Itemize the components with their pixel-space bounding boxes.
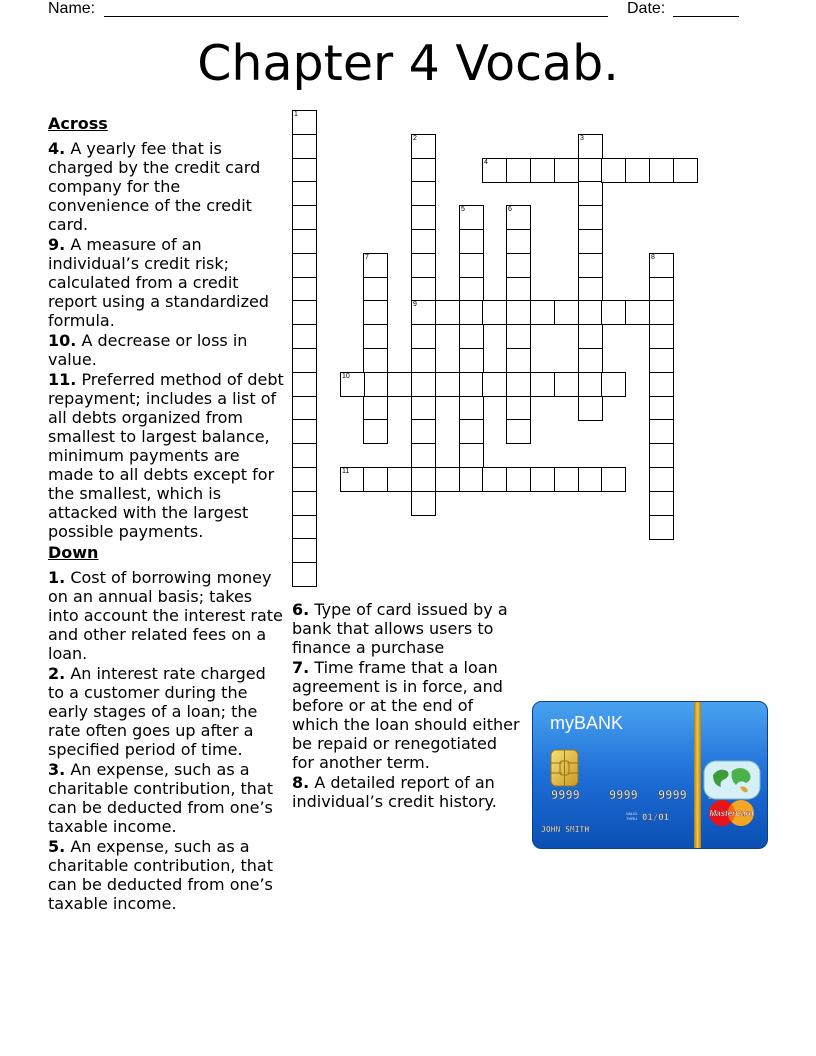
crossword-cell[interactable] [363, 348, 388, 373]
crossword-cell[interactable] [411, 277, 436, 302]
crossword-cell[interactable] [292, 324, 317, 349]
crossword-cell[interactable] [411, 134, 436, 159]
clue-text: An expense, such as a charitable contribution, that can be deducted from one’s taxable income. [48, 837, 274, 913]
crossword-cell[interactable] [363, 324, 388, 349]
page-title: Chapter 4 Vocab. [197, 35, 619, 92]
crossword-cell[interactable] [578, 253, 603, 278]
crossword-cell[interactable] [649, 324, 674, 349]
hologram-globe-icon [704, 761, 760, 799]
crossword-cell[interactable] [649, 443, 674, 468]
crossword-cell[interactable] [530, 372, 555, 397]
crossword-cell[interactable] [649, 253, 674, 278]
card-number-group-1: 9999 [551, 788, 580, 802]
crossword-cell[interactable] [435, 467, 460, 492]
crossword-cell[interactable] [649, 348, 674, 373]
crossword-cell[interactable] [601, 300, 626, 325]
crossword-cell[interactable] [292, 158, 317, 183]
crossword-cell[interactable] [578, 348, 603, 373]
clue-text: Time frame that a loan agreement is in force, and before or at the end of which the loan should either be repaid or renegotiated for another term. [292, 658, 520, 772]
cardholder-name: JOHN SMITH [541, 825, 590, 834]
crossword-cell[interactable] [506, 229, 531, 254]
crossword-cell[interactable] [482, 372, 507, 397]
crossword-cell[interactable] [554, 158, 579, 183]
crossword-cell[interactable] [411, 396, 436, 421]
name-label: Name: [48, 0, 96, 17]
crossword-cell[interactable] [601, 372, 626, 397]
crossword-cell[interactable] [292, 205, 317, 230]
crossword-cell[interactable] [340, 372, 365, 397]
crossword-cell[interactable] [578, 467, 603, 492]
crossword-cell[interactable] [363, 419, 388, 444]
crossword-cell[interactable] [506, 158, 531, 183]
credit-card-illustration [532, 701, 768, 849]
crossword-cell[interactable] [578, 372, 603, 397]
clue-number-label: 10 [342, 373, 350, 380]
chip-icon [551, 750, 578, 786]
crossword-cell[interactable] [363, 277, 388, 302]
crossword-cell[interactable] [363, 253, 388, 278]
crossword-cell[interactable] [292, 396, 317, 421]
crossword-cell[interactable] [459, 372, 484, 397]
crossword-cell[interactable] [649, 515, 674, 540]
crossword-cell[interactable] [411, 229, 436, 254]
crossword-cell[interactable] [435, 300, 460, 325]
clue-number-label: 8 [651, 254, 655, 261]
crossword-cell[interactable] [482, 467, 507, 492]
crossword-cell[interactable] [292, 419, 317, 444]
card-number-group-3: 9999 [658, 788, 687, 802]
crossword-cell[interactable] [459, 443, 484, 468]
crossword-cell[interactable] [292, 372, 317, 397]
crossword-cell[interactable] [292, 562, 317, 587]
crossword-cell[interactable] [649, 158, 674, 183]
clue-number: 5. [48, 837, 66, 856]
crossword-cell[interactable] [411, 158, 436, 183]
crossword-cell[interactable] [292, 110, 317, 135]
clue-number: 4. [48, 139, 66, 158]
crossword-cell[interactable] [387, 372, 412, 397]
crossword-cell[interactable] [649, 419, 674, 444]
clue-number: 11. [48, 370, 77, 389]
mastercard-brand-text: MasterCard [709, 809, 754, 818]
thru-label: THRU [626, 816, 638, 821]
crossword-cell[interactable] [411, 348, 436, 373]
crossword-cell[interactable] [649, 277, 674, 302]
crossword-cell[interactable] [292, 515, 317, 540]
clue-number-label: 3 [580, 135, 584, 142]
clue-number-label: 11 [342, 468, 350, 475]
crossword-cell[interactable] [601, 158, 626, 183]
crossword-cell[interactable] [506, 324, 531, 349]
crossword-cell[interactable] [554, 467, 579, 492]
valid-label: VALID [626, 811, 638, 816]
date-label: Date: [627, 0, 666, 17]
clue-text: An interest rate charged to a customer during the early stages of a loan; the rate often goes up after a specified period of time. [48, 664, 266, 759]
clue-number-label: 7 [365, 254, 369, 261]
crossword-cell[interactable] [554, 300, 579, 325]
clue-number-label: 6 [508, 206, 512, 213]
crossword-cell[interactable] [649, 300, 674, 325]
crossword-cell[interactable] [459, 253, 484, 278]
crossword-cell[interactable] [506, 300, 531, 325]
crossword-cell[interactable] [292, 467, 317, 492]
clue-text: Type of card issued by a bank that allows users to finance a purchase [292, 600, 508, 657]
crossword-cell[interactable] [649, 396, 674, 421]
crossword-cell[interactable] [411, 467, 436, 492]
clue-text: A detailed report of an individual’s credit history. [292, 773, 497, 811]
crossword-cell[interactable] [578, 300, 603, 325]
crossword-cell[interactable] [292, 491, 317, 516]
crossword-cell[interactable] [292, 253, 317, 278]
crossword-cell[interactable] [506, 348, 531, 373]
clue-text: A measure of an individual’s credit risk; calculated from a credit report using a standardized formula. [48, 235, 269, 330]
crossword-cell[interactable] [530, 300, 555, 325]
crossword-cell[interactable] [411, 443, 436, 468]
crossword-cell[interactable] [363, 300, 388, 325]
mastercard-logo-icon [709, 800, 755, 826]
crossword-cell[interactable] [459, 300, 484, 325]
clue-text: A decrease or loss in value. [48, 331, 248, 369]
crossword-cell[interactable] [363, 396, 388, 421]
crossword-cell[interactable] [554, 372, 579, 397]
crossword-cell[interactable] [292, 348, 317, 373]
crossword-cell[interactable] [625, 300, 650, 325]
crossword-cell[interactable] [459, 277, 484, 302]
clue-number: 8. [292, 773, 310, 792]
clue-number: 7. [292, 658, 310, 677]
crossword-cell[interactable] [625, 158, 650, 183]
crossword-cell[interactable] [459, 396, 484, 421]
crossword-cell[interactable] [459, 205, 484, 230]
crossword-cell[interactable] [411, 181, 436, 206]
crossword-cell[interactable] [578, 134, 603, 159]
crossword-cell[interactable] [578, 229, 603, 254]
expiry-date: 01/01 [642, 813, 670, 823]
crossword-cell[interactable] [292, 300, 317, 325]
crossword-cell[interactable] [506, 277, 531, 302]
crossword-cell[interactable] [387, 467, 412, 492]
crossword-cell[interactable] [340, 467, 365, 492]
crossword-cell[interactable] [506, 372, 531, 397]
crossword-cell[interactable] [411, 253, 436, 278]
crossword-cell[interactable] [506, 205, 531, 230]
crossword-cell[interactable] [411, 324, 436, 349]
crossword-cell[interactable] [578, 158, 603, 183]
clue-number-label: 9 [413, 301, 417, 308]
crossword-cell[interactable] [292, 538, 317, 563]
crossword-cell[interactable] [411, 300, 436, 325]
crossword-cell[interactable] [506, 467, 531, 492]
crossword-cell[interactable] [411, 419, 436, 444]
crossword-cell[interactable] [506, 419, 531, 444]
crossword-cell[interactable] [459, 419, 484, 444]
crossword-cell[interactable] [601, 467, 626, 492]
clue-number: 1. [48, 568, 66, 587]
crossword-cell[interactable] [649, 372, 674, 397]
clue-number: 3. [48, 760, 66, 779]
clue-number: 9. [48, 235, 66, 254]
crossword-cell[interactable] [649, 467, 674, 492]
clue-number: 2. [48, 664, 66, 683]
crossword-cell[interactable] [482, 300, 507, 325]
crossword-cell[interactable] [435, 372, 460, 397]
clue-number: 10. [48, 331, 77, 350]
crossword-cell[interactable] [292, 443, 317, 468]
crossword-cell[interactable] [578, 324, 603, 349]
crossword-cell[interactable] [530, 467, 555, 492]
crossword-cell[interactable] [363, 372, 388, 397]
clue-number-label: 2 [413, 135, 417, 142]
crossword-cell[interactable] [459, 229, 484, 254]
clue-text: Cost of borrowing money on an annual basis; takes into account the interest rate and other related fees on a loan. [48, 568, 283, 663]
crossword-cell[interactable] [292, 181, 317, 206]
crossword-cell[interactable] [363, 467, 388, 492]
clue-text: A yearly fee that is charged by the credit card company for the convenience of the credit card. [48, 139, 261, 234]
crossword-cell[interactable] [411, 491, 436, 516]
crossword-cell[interactable] [292, 134, 317, 159]
crossword-cell[interactable] [292, 229, 317, 254]
clue-number-label: 4 [484, 159, 488, 166]
crossword-cell[interactable] [459, 467, 484, 492]
across-heading: Across [48, 114, 108, 133]
clue-number-label: 1 [294, 111, 298, 118]
crossword-cell[interactable] [578, 181, 603, 206]
clue-number: 6. [292, 600, 310, 619]
crossword-cell[interactable] [506, 396, 531, 421]
crossword-cell[interactable] [411, 205, 436, 230]
crossword-cell[interactable] [673, 158, 698, 183]
crossword-cell[interactable] [411, 372, 436, 397]
crossword-cell[interactable] [482, 158, 507, 183]
clue-number-label: 5 [461, 206, 465, 213]
crossword-cell[interactable] [292, 277, 317, 302]
gold-stripe [694, 702, 701, 848]
clue-text: Preferred method of debt repayment; includes a list of all debts organized from smallest to largest balance, minimum payments are made to all debts except for the smallest, which is attacked with the largest possible payments. [48, 370, 284, 541]
crossword-cell[interactable] [459, 324, 484, 349]
crossword-cell[interactable] [506, 253, 531, 278]
down-heading: Down [48, 543, 99, 562]
crossword-cell[interactable] [578, 205, 603, 230]
crossword-cell[interactable] [578, 277, 603, 302]
crossword-cell[interactable] [459, 348, 484, 373]
crossword-cell[interactable] [578, 396, 603, 421]
crossword-cell[interactable] [649, 491, 674, 516]
crossword-cell[interactable] [530, 158, 555, 183]
card-number-group-2: 9999 [609, 788, 638, 802]
bank-name: myBANK [550, 713, 624, 733]
clue-text: An expense, such as a charitable contribution, that can be deducted from one’s taxable income. [48, 760, 274, 836]
